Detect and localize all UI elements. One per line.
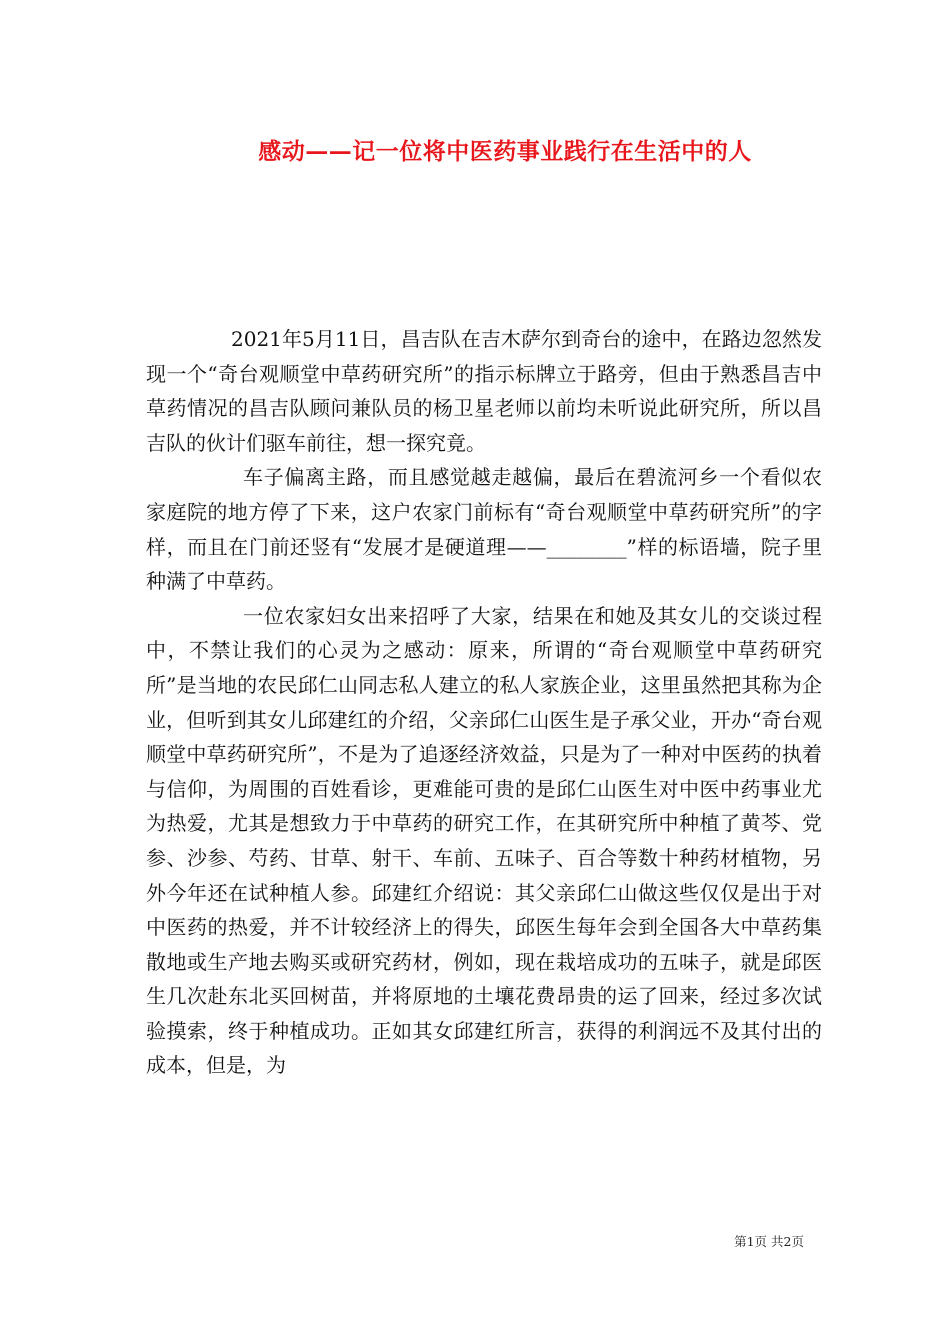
- paragraph-1: 2021年5月11日，昌吉队在吉木萨尔到奇台的途中，在路边忽然发现一个“奇台观顺堂中草药研究所”的指示标牌立于路旁，但由于熟悉昌吉中草药情况的昌吉队顾问兼队员的杨卫星老师以前均未听说此研究所，所以昌吉队的伙计们驱车前往，想一探究竟。: [146, 327, 822, 455]
- page-number-footer: 第1页 共2页: [734, 1234, 804, 1249]
- title-area: [0, 0, 950, 200]
- paragraph-3: 一位农家妇女出来招呼了大家，结果在和她及其女儿的交谈过程中，不禁让我们的心灵为之感动：原来，所谓的“奇台观顺堂中草药研究所”是当地的农民邱仁山同志私人建立的私人家族企业，这里虽然把其称为企业，但听到其女儿邱建红的介绍，父亲邱仁山医生是子承父业，开办“奇台观顺堂中草药研究所”，不是为了追逐经济效益，只是为了一种对中医药的执着与信仰，为周围的百姓看诊，更难能可贵的是邱仁山医生对中医中药事业尤为热爱，尤其是想致力于中草药的研究工作，在其研究所中种植了黄芩、党参、沙参、芍药、甘草、射干、车前、五味子、百合等数十种药材植物，另外今年还在试种植人参。邱建红介绍说：其父亲邱仁山做这些仅仅是出于对中医药的热爱，并不计较经济上的得失，邱医生每年会到全国各大中草药集散地或生产地去购买或研究药材，例如，现在栽培成功的五味子，就是邱医生几次赴东北买回树苗，并将原地的土壤花费昂贵的运了回来，经过多次试验摸索，终于种植成功。正如其女邱建红所言，获得的利润远不及其付出的成本，但是，为: [146, 603, 822, 1078]
- paragraph-2: 车子偏离主路，而且感觉越走越偏，最后在碧流河乡一个看似农家庭院的地方停了下来，这户农家门前标有“奇台观顺堂中草药研究所”的字样，而且在门前还竖有“发展才是硬道理——________”样的标语墙，院子里种满了中草药。: [146, 465, 822, 594]
- document-title: 感动——记一位将中医药事业践行在生活中的人: [258, 138, 752, 165]
- document-body: [146, 322, 822, 1083]
